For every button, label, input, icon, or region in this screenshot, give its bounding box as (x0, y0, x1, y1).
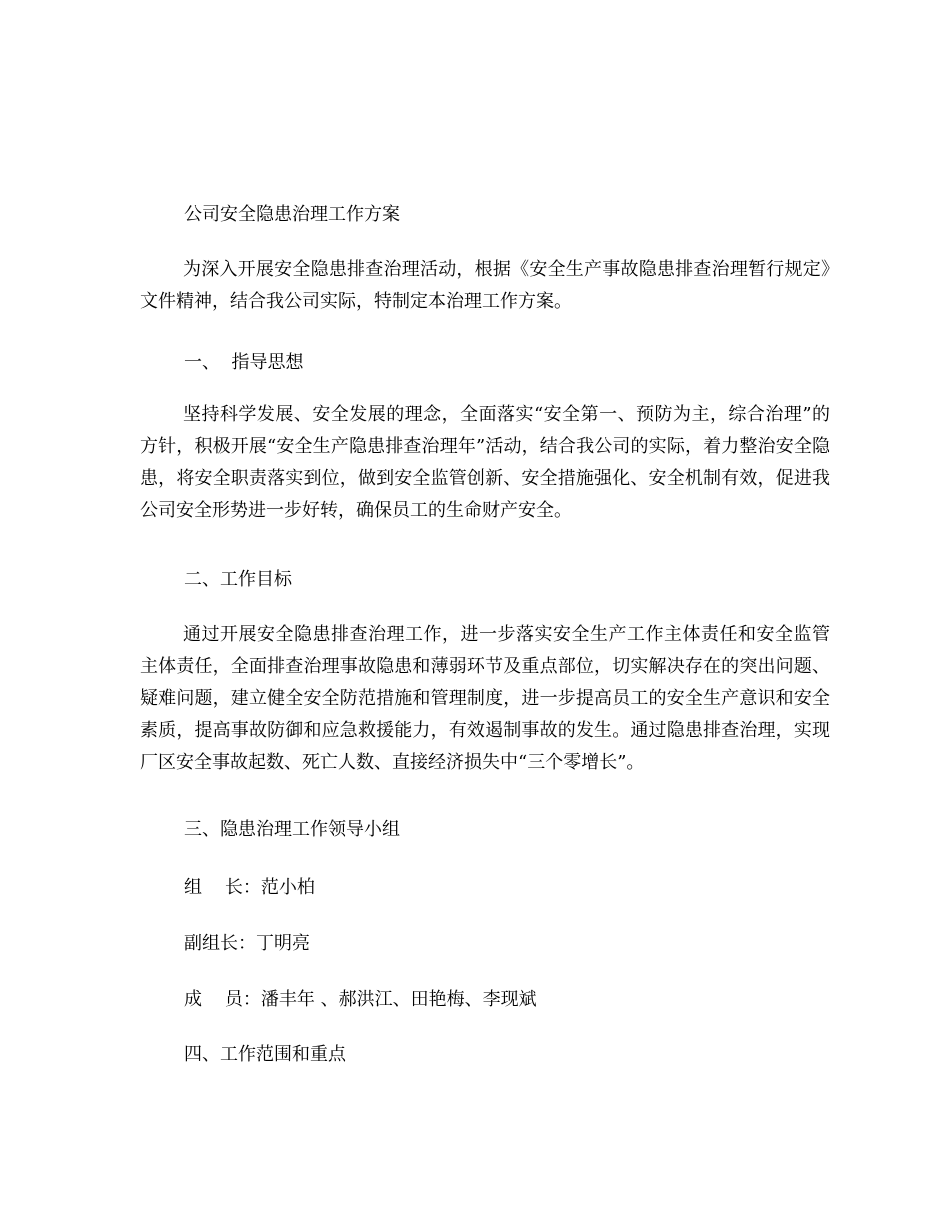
section-heading-leadership-group: 三、隐患治理工作领导小组 (184, 819, 400, 840)
section-body-guiding-ideology: 坚持科学发展、安全发展的理念，全面落实“安全第一、预防为主，综合治理”的方针，积极开展“安全生产隐患排查治理年”活动，结合我公司的实际，着力整治安全隐患，将安全职责落实到位，做到安全监管创新、安全措施强化、安全机制有效，促进我公司安全形势进一步好转，确保员工的生命财产安全。 (140, 404, 830, 521)
member-leader: 组 长：范小柏 (184, 877, 315, 898)
member-list: 成 员：潘丰年 、郝洪江、田艳梅、李现斌 (184, 989, 537, 1010)
section-heading-guiding-ideology: 一、 指导思想 (184, 352, 304, 373)
section-heading-scope-and-focus: 四、工作范围和重点 (184, 1044, 346, 1065)
section-body-work-objectives: 通过开展安全隐患排查治理工作，进一步落实安全生产工作主体责任和安全监管主体责任，全面排查治理事故隐患和薄弱环节及重点部位，切实解决存在的突出问题、疑难问题，建立健全安全防范措施和管理制度，进一步提高员工的安全生产意识和安全素质，提高事故防御和应急救援能力，有效遏制事故的发生。通过隐患排查治理，实现厂区安全事故起数、死亡人数、直接经济损失中“三个零增长”。 (140, 624, 830, 773)
section-heading-work-objectives: 二、工作目标 (184, 569, 292, 590)
member-deputy-leader: 副组长：丁明亮 (184, 933, 310, 954)
document-title: 公司安全隐患治理工作方案 (184, 204, 400, 225)
intro-paragraph: 为深入开展安全隐患排查治理活动，根据《安全生产事故隐患排查治理暂行规定》文件精神，结合我公司实际，特制定本治理工作方案。 (140, 259, 830, 312)
